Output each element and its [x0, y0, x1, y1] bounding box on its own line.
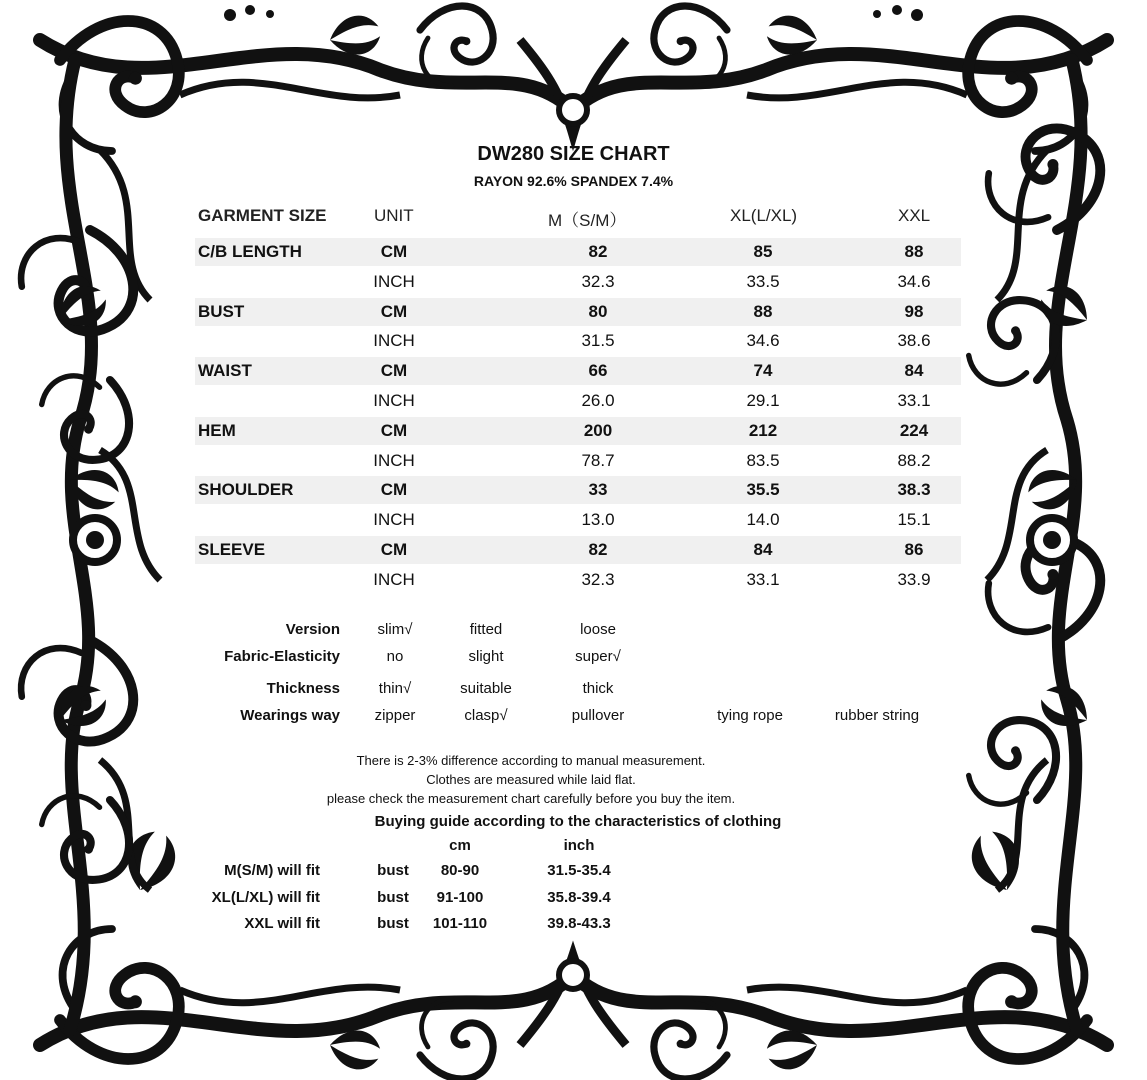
inch-value: 78.7	[581, 450, 615, 470]
cm-value: 86	[904, 540, 924, 559]
measurement-label: HEM	[198, 420, 236, 440]
cm-value: 212	[748, 420, 778, 440]
inch-value: 33.5	[746, 271, 780, 291]
cm-value: 88	[904, 242, 924, 261]
cm-value: 74	[753, 361, 773, 381]
inch-value: 13.0	[581, 510, 615, 530]
guide-cm-range: 101-110	[432, 915, 488, 932]
attribute-option: zipper	[374, 707, 416, 724]
attribute-label: Version	[285, 621, 340, 638]
cm-value: 84	[904, 361, 924, 381]
inch-value: 26.0	[581, 391, 615, 410]
cm-value: 35.5	[746, 480, 780, 500]
guide-part: bust	[377, 889, 409, 906]
note-line: please check the measurement chart carefully before you buy the item.	[326, 791, 736, 806]
attribute-option: tying rope	[717, 707, 783, 724]
attribute-option: no	[386, 648, 404, 665]
attribute-option: pullover	[571, 707, 625, 724]
attribute-option: rubber string	[834, 707, 920, 724]
inch-value: 14.0	[746, 510, 780, 530]
attribute-option: thin√	[378, 680, 412, 697]
guide-inch-range: 35.8-39.4	[547, 889, 611, 906]
inch-value: 34.6	[897, 271, 931, 291]
header-garment-size: GARMENT SIZE	[198, 206, 327, 225]
attribute-label: Fabric-Elasticity	[224, 648, 340, 665]
header-unit: UNIT	[374, 206, 414, 225]
measurement-label: C/B LENGTH	[198, 242, 302, 261]
inch-value: 32.3	[581, 569, 615, 589]
cm-value: 224	[899, 420, 929, 440]
unit-cm: CM	[380, 242, 408, 261]
cm-value: 82	[588, 540, 608, 559]
guide-inch-range: 39.8-43.3	[547, 915, 611, 932]
attribute-option: loose	[580, 621, 616, 638]
unit-inch: INCH	[373, 331, 415, 351]
header-size-xl: XL(L/XL)	[730, 206, 798, 225]
material-composition: RAYON 92.6% SPANDEX 7.4%	[473, 173, 674, 189]
unit-inch: INCH	[373, 450, 415, 470]
inch-value: 88.2	[897, 450, 931, 470]
guide-part: bust	[377, 915, 409, 932]
inch-value: 31.5	[581, 331, 615, 351]
cm-value: 88	[753, 301, 773, 321]
header-size-xxl: XXL	[898, 206, 931, 225]
attribute-option: suitable	[460, 680, 512, 697]
measurement-label: WAIST	[198, 361, 252, 381]
attribute-option: fitted	[469, 621, 503, 638]
unit-inch: INCH	[373, 569, 415, 589]
attribute-option: slim√	[377, 621, 413, 638]
page-title: DW280 SIZE CHART	[477, 143, 670, 165]
measurement-label: SHOULDER	[198, 480, 294, 500]
guide-size: XXL will fit	[244, 915, 320, 932]
inch-value: 38.6	[897, 331, 931, 351]
measurement-label: SLEEVE	[198, 540, 266, 559]
unit-inch: INCH	[373, 271, 415, 291]
cm-value: 98	[904, 301, 924, 321]
cm-value: 66	[588, 361, 608, 381]
attribute-label: Thickness	[266, 680, 340, 697]
inch-value: 34.6	[746, 331, 780, 351]
guide-size: XL(L/XL) will fit	[211, 889, 320, 906]
cm-value: 200	[583, 420, 613, 440]
buying-guide-title: Buying guide according to the characteristics of clothing	[374, 813, 782, 830]
note-line: There is 2-3% difference according to manual measurement.	[356, 753, 706, 768]
inch-value: 33.9	[897, 569, 931, 589]
note-line: Clothes are measured while laid flat.	[426, 772, 636, 787]
inch-value: 33.1	[897, 391, 931, 410]
guide-inch-range: 31.5-35.4	[547, 862, 611, 879]
attribute-option: clasp√	[464, 707, 508, 724]
unit-cm: CM	[380, 361, 408, 381]
cm-value: 80	[588, 301, 608, 321]
inch-value: 29.1	[746, 391, 780, 410]
attribute-label: Wearings way	[240, 707, 340, 724]
unit-cm: CM	[380, 420, 408, 440]
inch-value: 33.1	[746, 569, 780, 589]
attribute-option: slight	[468, 648, 504, 665]
cm-value: 84	[753, 540, 773, 559]
cm-value: 82	[588, 242, 608, 261]
unit-cm: CM	[380, 540, 408, 559]
attribute-option: super√	[575, 648, 621, 665]
header-size-m: M（S/M）	[548, 211, 627, 230]
unit-cm: CM	[380, 480, 408, 500]
unit-inch: INCH	[373, 510, 415, 530]
guide-size: M(S/M) will fit	[224, 862, 320, 879]
inch-value: 15.1	[897, 510, 931, 530]
guide-col-inch: inch	[563, 837, 595, 854]
cm-value: 85	[753, 242, 773, 261]
unit-cm: CM	[380, 301, 408, 321]
inch-value: 83.5	[746, 450, 780, 470]
guide-cm-range: 91-100	[436, 889, 484, 906]
unit-inch: INCH	[373, 391, 415, 410]
guide-part: bust	[377, 862, 409, 879]
guide-cm-range: 80-90	[440, 862, 480, 879]
inch-value: 32.3	[581, 271, 615, 291]
guide-col-cm: cm	[449, 837, 471, 854]
cm-value: 33	[588, 480, 608, 500]
attribute-option: thick	[582, 680, 614, 697]
measurement-label: BUST	[198, 301, 245, 321]
cm-value: 38.3	[897, 480, 931, 500]
